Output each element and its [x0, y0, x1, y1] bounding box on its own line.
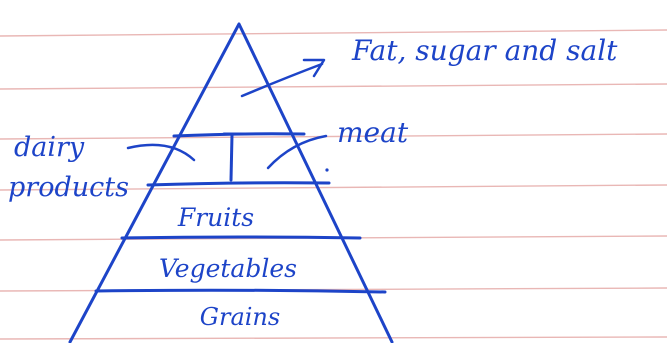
tier-label-grains: Grains [199, 303, 281, 331]
ruled-line [0, 84, 667, 89]
tier-label-fruits: Fruits [177, 203, 255, 232]
callout-line-meat [268, 136, 326, 168]
tier-divider-fruits [122, 237, 360, 238]
tier-divider-vegetables [96, 290, 385, 292]
callout-meat-label: meat [337, 116, 409, 149]
callout-dairy-line1: dairy [14, 132, 85, 163]
tier-label-vegetables: Vegetables [159, 254, 297, 283]
callout-top-label: Fat, sugar and salt [352, 34, 618, 67]
tier-divider-meat-dairy [148, 183, 329, 185]
ruled-line [0, 337, 667, 339]
callout-dairy-line2: products [8, 172, 129, 203]
callout-line-dairy [128, 145, 194, 160]
dairy-meat-split [231, 135, 232, 180]
callout-line-top [242, 64, 322, 96]
ink-dot [325, 168, 328, 171]
ruled-line [0, 134, 667, 139]
